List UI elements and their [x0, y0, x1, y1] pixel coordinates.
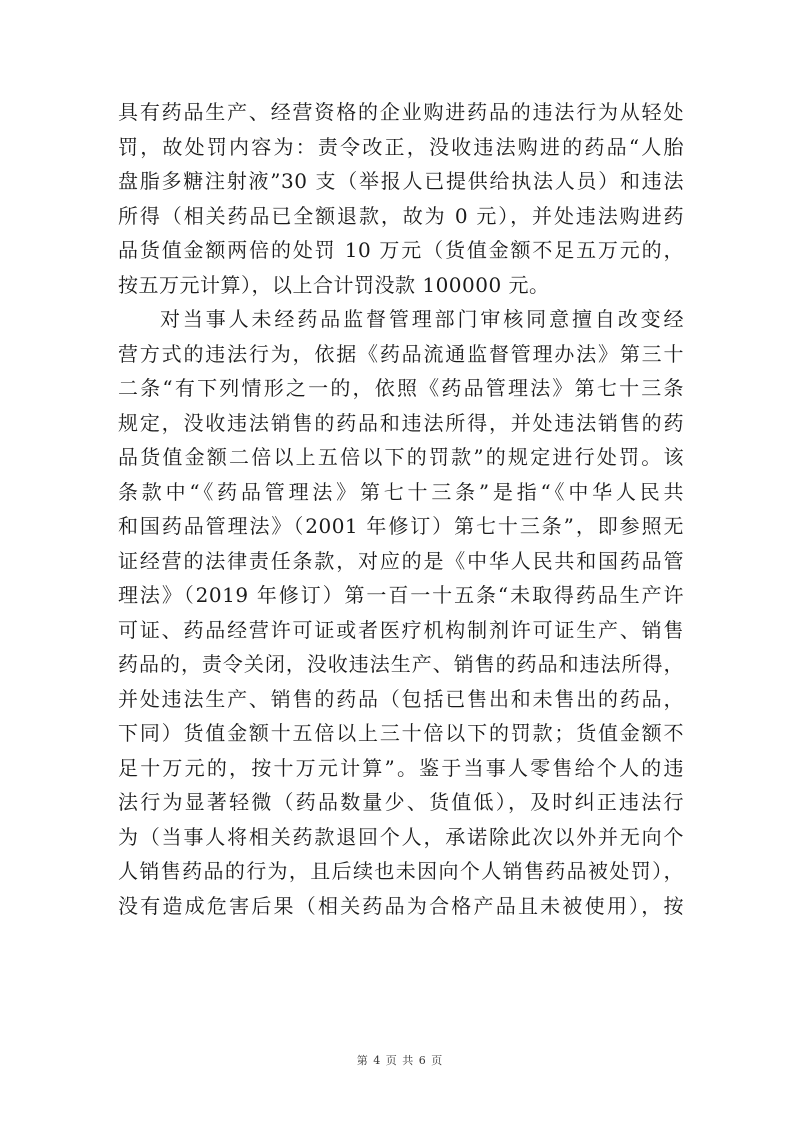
- text-line: 药品的，责令关闭，没收违法生产、销售的药品和违法所得，: [118, 652, 684, 676]
- text-line: 品货值金额二倍以上五倍以下的罚款”的规定进行处罚。该: [118, 445, 684, 469]
- text-line: 可证、药品经营许可证或者医疗机构制剂许可证生产、销售: [118, 617, 684, 642]
- text-line: 证经营的法律责任条款，对应的是《中华人民共和国药品管: [118, 548, 684, 573]
- document-body: [118, 95, 684, 923]
- page-number-footer: 第 4 页 共 6 页: [356, 1054, 444, 1067]
- text-line: 没有造成危害后果（相关药品为合格产品且未被使用），按: [118, 893, 684, 918]
- text-line: 二条“有下列情形之一的，依照《药品管理法》第七十三条: [118, 376, 684, 400]
- text-line: 法行为显著轻微（药品数量少、货值低），及时纠正违法行: [118, 790, 684, 814]
- text-line: 盘脂多糖注射液”30 支（举报人已提供给执法人员）和违法: [118, 169, 684, 193]
- text-line: 为（当事人将相关药款退回个人，承诺除此次以外并无向个: [118, 824, 684, 849]
- text-line: 营方式的违法行为，依据《药品流通监督管理办法》第三十: [118, 341, 684, 366]
- text-line: 具有药品生产、经营资格的企业购进药品的违法行为从轻处: [118, 100, 684, 124]
- paragraph-first-line: 对当事人未经药品监督管理部门审核同意擅自改变经: [160, 307, 684, 331]
- text-line: 和国药品管理法》（2001 年修订）第七十三条”，即参照无: [118, 514, 684, 538]
- text-line: 条款中“《药品管理法》第七十三条”是指“《中华人民共: [118, 479, 684, 504]
- text-line: 按五万元计算），以上合计罚没款 100000 元。: [118, 272, 550, 297]
- text-line: 足十万元的，按十万元计算”。鉴于当事人零售给个人的违: [118, 755, 684, 780]
- text-line: 品货值金额两倍的处罚 10 万元（货值金额不足五万元的，: [118, 238, 684, 262]
- text-line: 规定，没收违法销售的药品和违法所得，并处违法销售的药: [118, 410, 684, 435]
- text-line: 罚，故处罚内容为：责令改正，没收违法购进的药品“人胎: [118, 134, 684, 159]
- text-line: 人销售药品的行为，且后续也未因向个人销售药品被处罚），: [118, 859, 684, 883]
- text-line: 下同）货值金额十五倍以上三十倍以下的罚款；货值金额不: [118, 721, 684, 745]
- text-line: 理法》（2019 年修订）第一百一十五条“未取得药品生产许: [118, 583, 684, 607]
- text-line: 并处违法生产、销售的药品（包括已售出和未售出的药品，: [118, 686, 684, 711]
- text-line: 所得（相关药品已全额退款，故为 0 元），并处违法购进药: [118, 203, 684, 228]
